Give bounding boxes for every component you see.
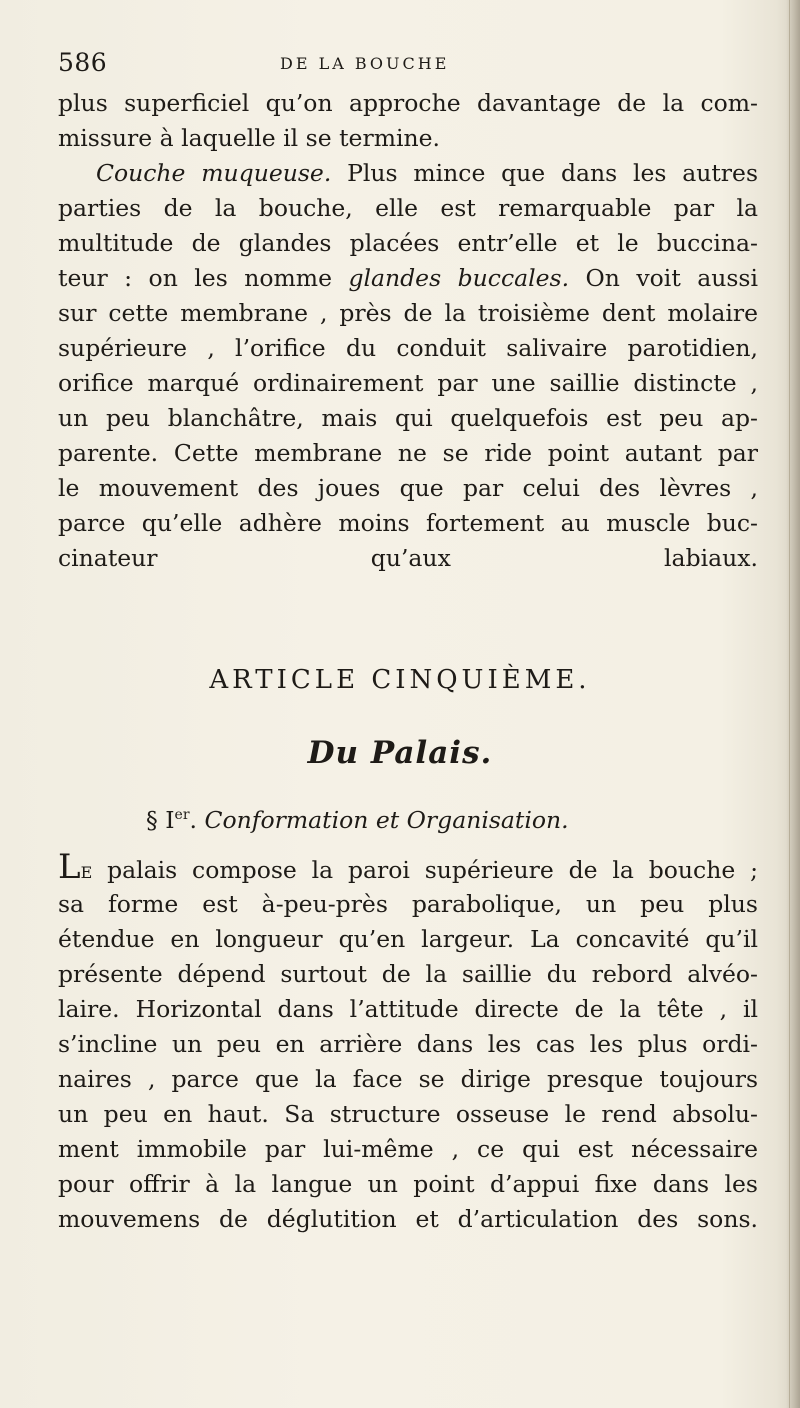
paragraph-2 <box>58 156 758 576</box>
text-line: Couche muqueuse. Plus mince que dans les autres <box>96 159 759 187</box>
text-line: laire. Horizontal dans l’attitude directe de la tête , il <box>58 995 758 1023</box>
text-line: Le palais compose la paroi supérieure de la bouche ; <box>58 847 758 887</box>
text-line: naires , parce que la face se dirige presque toujours <box>58 1065 758 1093</box>
text-line: un peu en haut. Sa structure osseuse le rend absolu- <box>58 1100 758 1128</box>
paragraph-1 <box>58 86 758 156</box>
text-line: parce qu’elle adhère moins fortement au muscle buc- <box>58 509 758 537</box>
text-line: teur : on les nomme glandes buccales. On voit aussi <box>58 264 759 292</box>
text-line: sur cette membrane , près de la troisième dent molaire <box>58 299 758 327</box>
text-line: étendue en longueur qu’en largeur. La concavité qu’il <box>58 925 758 953</box>
text-line: le mouvement des joues que par celui des lèvres , <box>58 474 758 502</box>
term-couche-muqueuse: Couche muqueuse. <box>96 159 332 187</box>
text-line: présente dépend surtout de la saillie du rebord alvéo- <box>58 960 758 988</box>
text-line: plus superficiel qu’on approche davantage de la com- <box>58 89 758 117</box>
text-line: missure à laquelle il se termine. <box>58 124 441 152</box>
running-title: DE LA BOUCHE <box>280 54 450 73</box>
section-title: Du Palais. <box>307 735 493 771</box>
text-line: sa forme est à-peu-près parabolique, un peu plus <box>58 890 758 918</box>
text-line: parente. Cette membrane ne se ride point autant par <box>58 439 758 467</box>
text-line: orifice marqué ordinairement par une saillie distincte , <box>58 369 758 397</box>
page-number: 586 <box>58 48 108 77</box>
subsection-heading: § Ier. Conformation et Organisation. <box>146 806 569 834</box>
text-line: cinateur qu’aux labiaux. <box>58 544 758 572</box>
text-line: parties de la bouche, elle est remarquable par la <box>58 194 758 222</box>
initial-letter: L <box>58 847 81 887</box>
text-line: multitude de glandes placées entr’elle et le buccina- <box>58 229 758 257</box>
page-edge-line <box>789 0 790 1408</box>
text-line: s’incline un peu en arrière dans les cas les plus ordi- <box>58 1030 758 1058</box>
text-line: un peu blanchâtre, mais qui quelquefois est peu ap- <box>58 404 758 432</box>
text-line: supérieure , l’orifice du conduit salivaire parotidien, <box>58 334 758 362</box>
article-heading: ARTICLE CINQUIÈME. <box>209 665 591 695</box>
text-line: pour offrir à la langue un point d’appui fixe dans les <box>58 1170 758 1198</box>
term-glandes-buccales: glandes buccales. <box>348 264 570 292</box>
running-head <box>58 48 758 82</box>
paragraph-3 <box>58 847 758 1237</box>
text-line: mouvemens de déglutition et d’articulation des sons. <box>58 1205 758 1233</box>
text-line: ment immobile par lui-même , ce qui est nécessaire <box>58 1135 758 1163</box>
